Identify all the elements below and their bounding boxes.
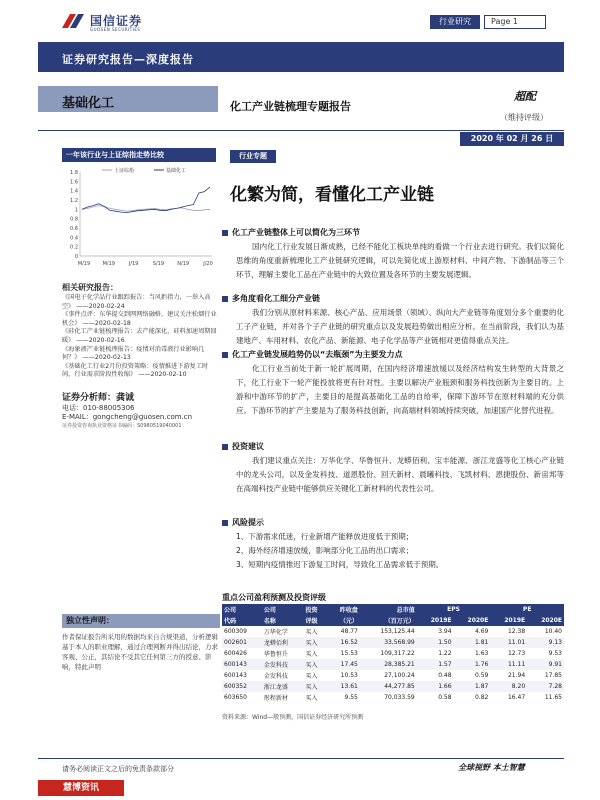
table-cell: 15.53 [340,650,358,657]
table-cell: 买入 [305,673,318,680]
table-source: 资料来源：Wind—般预测，国信证券经济研究所预测 [222,714,364,721]
section-1 [222,226,564,282]
rating: 超配 [514,90,536,103]
table-cell: 彤程新材 [263,695,288,702]
table-cell: 27,100.24 [384,672,415,679]
table-cell: 17.85 [544,672,562,679]
col-header: 2020E [527,615,564,626]
col-header: EPS [417,604,491,615]
risk-item: 3、短期内疫情推迟下游复工时间，导致化工品需求低于预期。 [236,560,444,569]
section-head: 化工产业链发展趋势仍以“去瓶颈”为主要发力点 [232,350,403,359]
y-tick-label: 0.4 [70,235,78,242]
table-row [222,681,564,692]
table-cell: 600426 [224,650,247,657]
y-tick-label: 0.2 [70,244,78,251]
bullet-icon [222,296,228,302]
table-cell: 9.55 [344,694,358,701]
related-item[interactable]: 《海象液产业链梳理报告：疫情对消毒液行业影响几何？》 ——2020-02-13 [62,345,205,362]
col-header: 代码 [222,615,262,626]
risk-item: 1、下游需求低迷，行业新增产能释放进度低于预期； [236,532,414,541]
section-text: 化工行业当前处于新一轮扩展周期，在国内经济增速放缓以及经济结构发生转型的大背景之下，化工行业下一轮产能投放将更有针对性。主要以解决产业瓶颈和服务科技创新为主要目的。上游和中游环节的扩产，主要目的是提高基础化工品的自给率，保障下游环节在原材料端的充分供应。下游环节的扩产主要是为了服务科技创新，向高端材料领域持续突破，加速国产化替代进程。 [236,364,564,415]
related-title: 相关研究报告： [62,283,118,292]
trend-chart [62,164,216,274]
bullet-icon [222,352,228,358]
col-header: 2019E [490,615,527,626]
col-header: 公司 [262,604,304,615]
table-cell: 1.81 [454,637,491,648]
table-header-row [222,615,564,626]
table-cell: 16.52 [327,637,360,648]
logo-text: 国信证券 [90,14,143,28]
x-tick-label: J/20 [203,261,213,267]
table-cell: 0.82 [474,694,489,701]
x-tick-label: S/19 [152,261,165,267]
sector-name: 基础化工 [62,96,115,111]
table-cell: 17.45 [327,659,360,670]
table-cell: 1.87 [454,681,491,692]
rating-sub: （维持评级） [500,113,548,122]
table-cell: 买入 [303,637,327,648]
table-cell: 21.94 [507,672,526,679]
table-cell: 600143 [224,672,247,679]
table-cell: 万华化学 [263,629,288,636]
y-tick-label: 1 [74,207,78,214]
table-row [222,637,564,648]
table-cell: 3.94 [438,628,452,635]
analyst-info [62,404,222,431]
table-cell: 华鲁恒升 [263,651,288,658]
table-cell: 龙蟒佰利 [262,637,304,648]
table-cell: 13.61 [327,681,360,692]
table-cell: 7.28 [527,681,564,692]
table-cell: 44,277.85 [360,681,417,692]
table-cell: 600352 [222,681,262,692]
col-header: 名称 [262,615,304,626]
table-header-row [222,604,564,615]
y-tick-label: 1.2 [70,198,78,204]
table-cell: 12.73 [507,650,526,657]
table-cell: 109,317.22 [380,650,415,657]
section-4 [222,440,564,496]
table-cell: 金发科技 [262,659,304,670]
logo-subtext: GUOSEN SECURITIES [90,27,141,32]
table-cell: 9.13 [527,637,564,648]
table-cell: 12.38 [507,628,526,635]
section-text: 国内化工行业发展日渐成熟，已经不能化工板块单纯的看做一个行业去进行研究。我们以简化思维的角度重新梳理化工产业链研究逻辑，可以先简化成上游原材料、中间产物、下游制品等三个环节，理解主要化工品在产业链中的大致位置及各环节的主要发展逻辑。 [236,242,564,279]
table-cell: 1.22 [438,650,452,657]
table-cell: 9.91 [527,659,564,670]
col-header: 总市值 [360,604,417,615]
table-row [222,626,564,637]
table-cell: 买入 [305,629,318,636]
risk-head: 风险提示 [232,518,264,527]
related-item[interactable]: 《硅化工产业链梳理报告：去产能深化，硅料加速周期回暖》 ——2020-02-16 [62,328,217,344]
topic-tag: 行业专题 [230,150,276,163]
table-cell: 1.57 [417,659,454,670]
related-item[interactable]: 《国电子化学品行业跟踪报告：当风拒指力，一举入高空》 ——2020-02-24 [62,294,211,310]
legend-label: 基础化工 [166,168,187,174]
section-3 [222,348,564,418]
risk-item: 2、海外经济增速放缓，影响部分化工品的出口需求； [236,546,414,555]
independence-text: 作者保证报告所采用的数据均来自合规渠道，分析逻辑基于本人的职业理解，通过合理判断并得出结论，力求客观、公正，其结论不受其它任何第三方的授意、影响，特此声明 [62,633,218,671]
y-tick-label: 0.6 [70,226,78,232]
col-header: 昨收盘 [327,604,360,615]
report-type-tag: 行业研究 [430,15,480,29]
table-cell: 10.53 [340,672,358,679]
legend-label: 上证综指 [114,168,135,174]
section-text: 我们分别从原材料来源、核心产品、应用场景（领域）、纵向大产业链等角度划分多个重要的化工子产业链，并对各个子产业链的研究重点以及发展趋势做出相应分析。在当前阶段，我们认为基建地产、车用材料、农化产品、新能源、电子化学品等产业链相对更值得重点关注。 [236,308,564,345]
table-cell: 28,385.21 [360,659,417,670]
table-row [222,648,564,659]
table-cell: 16.47 [507,694,526,701]
page-number: Page 1 [484,15,546,29]
col-header: PE [490,604,564,615]
divider [38,130,564,131]
table-cell: 1.50 [417,637,454,648]
bullet-icon [222,444,228,450]
col-header: 投资 [303,604,327,615]
risk-section [222,516,564,572]
x-tick-label: N/19 [177,261,190,267]
table-title: 重点公司盈利预测及投资评级 [222,593,326,602]
table-cell: 8.20 [490,681,527,692]
main-title: 化繁为简，看懂化工产业链 [230,185,434,205]
analyst-title: 证券分析师：龚诚 [62,393,135,403]
logo-mark-icon [62,14,84,28]
report-title: 化工产业链梳理专题报告 [230,100,351,113]
analyst-email[interactable]: E-MAIL：gongcheng@guosen.com.cn [62,413,193,421]
table-cell: 10.40 [544,628,562,635]
y-tick-label: 0.8 [70,216,78,223]
col-header: 公司 [222,604,262,615]
col-header: 评级 [303,615,327,626]
x-tick-label: M/19 [77,261,91,267]
x-tick-label: J/19 [128,261,139,267]
table-cell: 买入 [303,681,327,692]
related-item[interactable]: 《事件点评：东华提交到网网络融格，建议关注松烟行业机会》 ——2020-02-18 [62,311,217,327]
report-category: 证券研究报告—深度报告 [62,53,194,66]
table-cell: 11.01 [490,637,527,648]
section-head: 投资建议 [232,442,264,451]
table-cell: 153,125.44 [380,628,415,635]
y-tick-label: 0 [74,254,78,260]
y-tick-label: 1.4 [70,188,78,195]
related-list [62,294,220,380]
col-header: （百万元） [360,615,417,626]
table-row [222,670,564,681]
y-tick-label: 1.6 [70,179,78,186]
table-cell: 002601 [222,637,262,648]
section-text: 我们建议重点关注：万华化学、华鲁恒升、龙蟒佰利、宝丰能源、浙江龙盛等化工核心产业链中的龙头公司，以及金发科技、道恩股份、回天新材、晨曦科技、飞凯材料、恩捷股份、新宙邦等在高端科技产业链中能够供应关键化工新材料的代表性公司。 [236,456,564,493]
table-cell: 11.65 [544,694,562,701]
col-header: （元） [327,615,360,626]
footer-divider [38,758,564,759]
table-cell: 11.11 [490,659,527,670]
table-cell: 浙江龙盛 [262,681,304,692]
analyst-cert: 证券投资咨询执业资格证书编码：S0980519040001 [62,423,182,429]
y-tick-label: 1.8 [70,170,78,176]
table-cell: 1.76 [454,659,491,670]
bullet-icon [222,520,228,526]
chart-title: 一年该行业与上证综指走势比较 [62,148,216,162]
forecast-table [222,604,564,703]
table-row [222,659,564,670]
col-header: 2020E [454,615,491,626]
footer-slogan: 全球视野 本土智慧 [458,763,525,772]
bullet-icon [222,230,228,236]
brand-badge: 慧博资讯 [38,780,124,796]
footer-disclaimer: 请务必阅读正文之后的免责条款部分 [62,765,174,773]
table-cell: 1.66 [417,681,454,692]
related-item[interactable]: 《基础化工行业2月份投资策略：疫情推进下游复工时间，行业需求阶段性收缩》 ——2020-02-10 [62,362,209,379]
table-cell: 买入 [305,651,318,658]
table-cell: 0.58 [438,694,452,701]
table-cell: 9.53 [548,650,562,657]
table-cell: 0.48 [438,672,452,679]
section-head: 多角度看化工细分产业链 [232,294,320,303]
table-cell: 70,033.59 [384,694,415,701]
independence-title: 独立性声明： [62,614,220,628]
col-header: 2019E [417,615,454,626]
table-cell: 600143 [222,659,262,670]
table-cell: 4.69 [474,628,489,635]
section-2 [222,292,564,348]
table-cell: 33,568.99 [360,637,417,648]
table-cell: 买入 [303,659,327,670]
table-cell: 金发科技 [263,673,288,680]
table-cell: 48.77 [340,628,358,635]
report-date: 2020 年 02 月 26 日 [460,132,564,146]
table-cell: 603650 [224,694,247,701]
analyst-phone: 电话：010-88005306 [62,404,135,412]
table-cell: 1.63 [474,650,489,657]
table-cell: 0.59 [474,672,489,679]
table-cell: 买入 [305,695,318,702]
table-cell: 600309 [224,628,247,635]
section-head: 化工产业链整体上可以简化为三环节 [232,228,360,237]
table-row [222,692,564,703]
x-tick-label: M/19 [102,261,115,267]
